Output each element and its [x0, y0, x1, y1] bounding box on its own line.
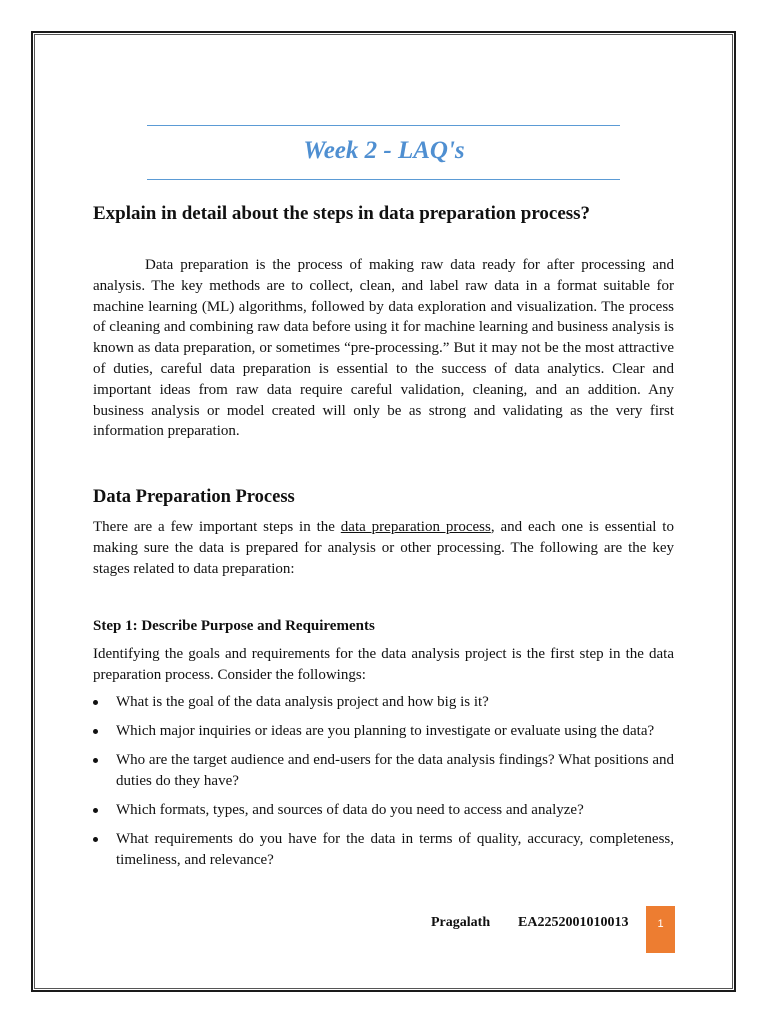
list-item: [93, 750, 674, 792]
section-heading: Data Preparation Process: [93, 487, 295, 507]
question-heading: Explain in detail about the steps in data preparation process?: [93, 203, 591, 224]
list-item: [93, 692, 674, 713]
list-item: [93, 800, 674, 821]
title-rule-top: [147, 125, 620, 126]
list-item-text: Which formats, types, and sources of data do you need to access and analyze?: [116, 801, 584, 818]
step1-bullet-list: [93, 692, 674, 879]
title-rule-bottom: [147, 179, 620, 180]
list-item-text: Who are the target audience and end-users for the data analysis findings? What positions and duties do they have?: [116, 751, 674, 789]
list-item-text: What is the goal of the data analysis project and how big is it?: [116, 694, 489, 710]
step1-paragraph: Identifying the goals and requirements for the data analysis project is the first step in the data preparation process. Consider the followings:: [93, 646, 674, 683]
list-item: [93, 829, 674, 871]
footer-author-name: Pragalath: [431, 915, 491, 930]
list-item: [93, 721, 674, 742]
document-title: Week 2 - LAQ's: [303, 137, 465, 164]
steps-paragraph: [93, 517, 674, 579]
step1-heading: Step 1: Describe Purpose and Requirements: [93, 618, 375, 634]
steps-paragraph-after-link: , and each one is essential to making sure the data is prepared for analysis or other processing. The following are the key stages related to data preparation:: [93, 519, 674, 577]
data-preparation-process-link[interactable]: data preparation process: [340, 519, 491, 535]
bullet-icon: [93, 729, 98, 734]
bullet-icon: [93, 758, 98, 763]
footer-student-id: EA2252001010013: [518, 915, 629, 930]
list-item-text: Which major inquiries or ideas are you planning to investigate or evaluate using the data?: [116, 722, 655, 739]
bullet-icon: [93, 837, 98, 842]
steps-paragraph-before-link: There are a few important steps in the: [93, 519, 341, 535]
intro-paragraph: Data preparation is the process of making raw data ready for after processing and analysis. The key methods are to collect, clean, and label raw data in a format suitable for machine learning (ML) algorithms, followed by data exploration and visualization. The process of cleaning and combining raw data before using it for machine learning and business analysis is known as data preparation, or sometimes “pre-processing.” But it may not be the most attractive of duties, careful data preparation is essential to the success of data analytics. Clear and important ideas from raw data require careful validation, cleaning, and an addition. Any business analysis or model created will only be as strong and validating as the very first information preparation.: [93, 257, 674, 440]
page-number-badge: 1: [646, 906, 675, 953]
list-item-text: What requirements do you have for the data in terms of quality, accuracy, completeness, timeliness, and relevance?: [116, 830, 674, 868]
bullet-icon: [93, 808, 98, 813]
bullet-icon: [93, 700, 98, 705]
